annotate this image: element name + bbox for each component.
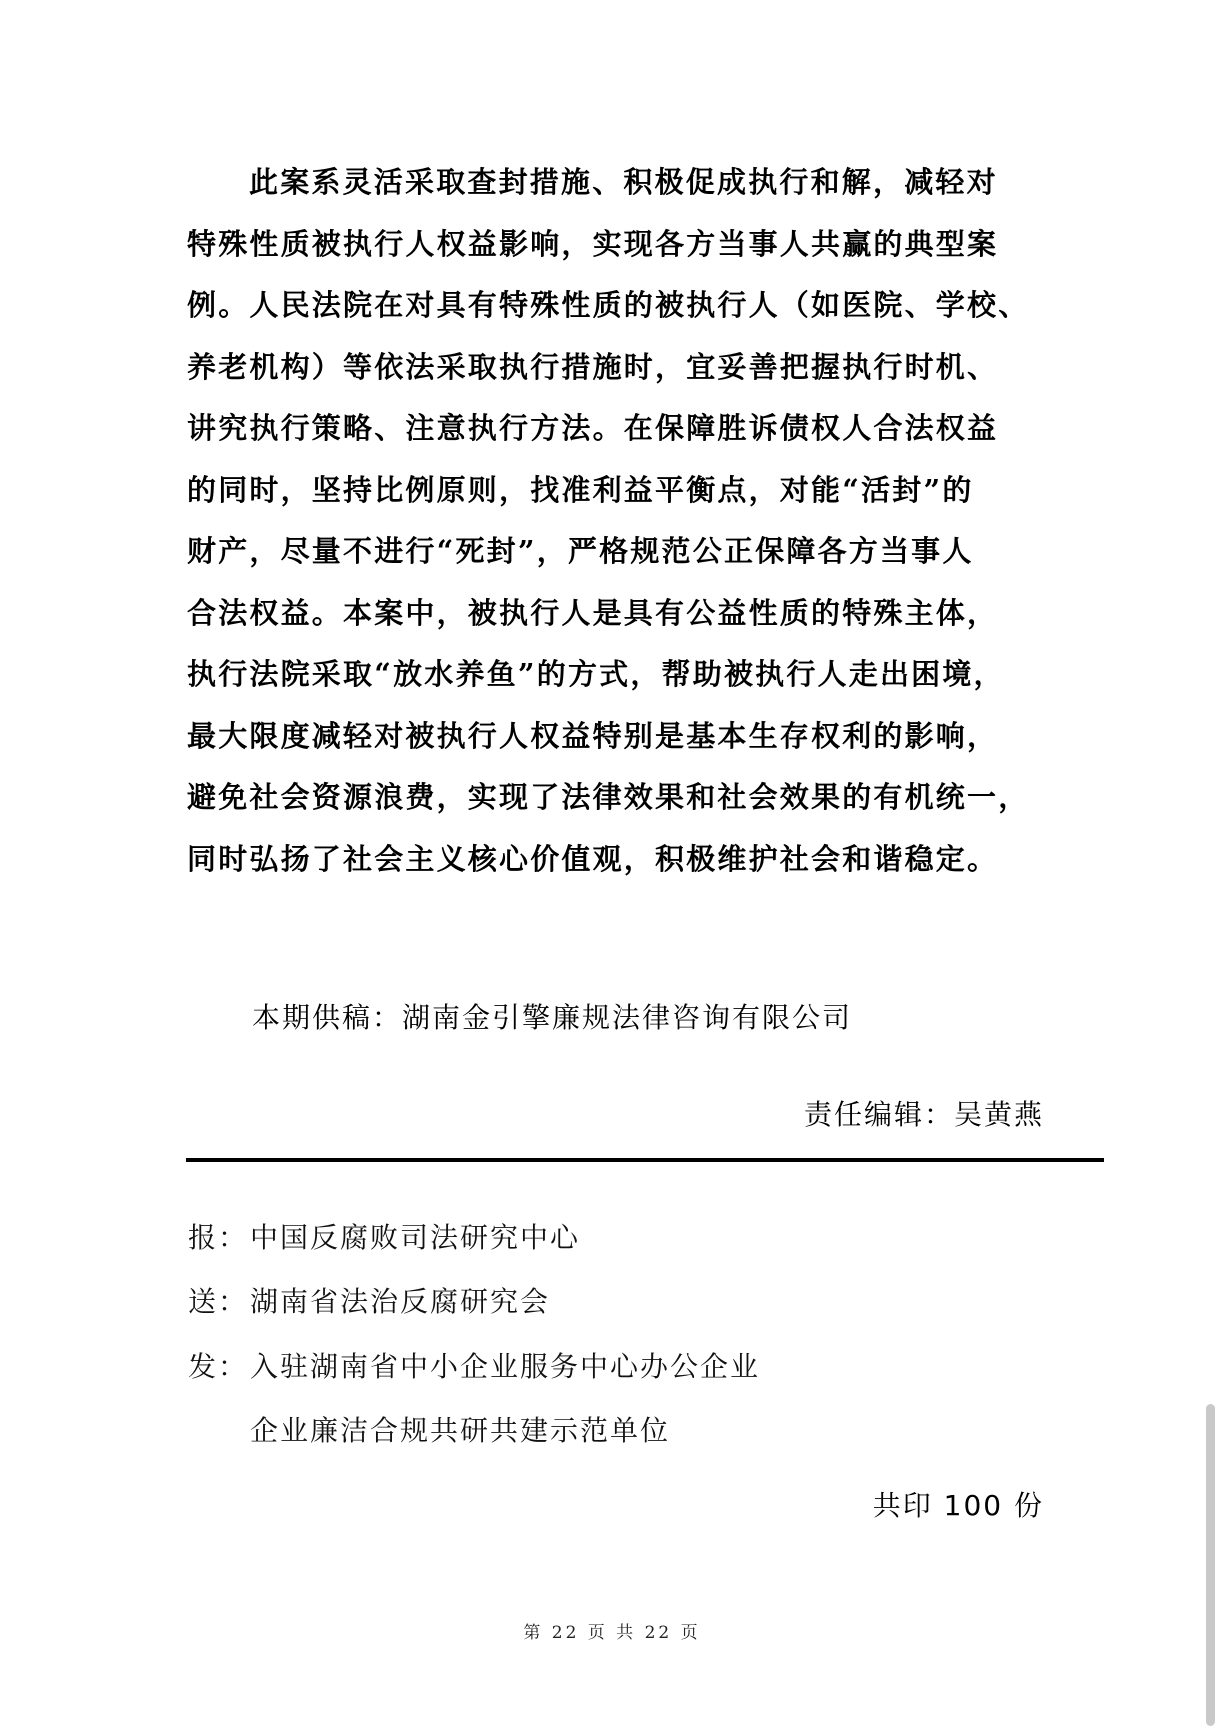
body-line: 财产，尽量不进行“死封”，严格规范公正保障各方当事人 <box>187 534 974 568</box>
scrollbar-thumb[interactable] <box>1206 1404 1215 1726</box>
issue-to-line-2 <box>188 1409 670 1449</box>
report-to-line <box>188 1216 580 1256</box>
report-to-value: 中国反腐败司法研究中心 <box>250 1221 581 1254</box>
body-line: 讲究执行策略、注意执行方法。在保障胜诉债权人合法权益 <box>187 411 999 445</box>
issue-to-value-2: 企业廉洁合规共研共建示范单位 <box>250 1414 671 1447</box>
body-line: 特殊性质被执行人权益影响，实现各方当事人共赢的典型案 <box>187 226 999 261</box>
body-line: 的同时，坚持比例原则，找准利益平衡点，对能“活封”的 <box>187 472 974 507</box>
send-to-value: 湖南省法治反腐研究会 <box>250 1285 551 1318</box>
responsible-editor: 责任编辑：吴黄燕 <box>803 1098 1044 1131</box>
issue-to-value-1: 入驻湖南省中小企业服务中心办公企业 <box>250 1350 761 1383</box>
body-line: 养老机构）等依法采取执行措施时，宜妥善把握执行时机、 <box>187 349 999 384</box>
vertical-scrollbar[interactable] <box>1204 1404 1218 1730</box>
page-number-footer: 第 22 页 共 22 页 <box>523 1623 701 1643</box>
body-line: 例。人民法院在对具有特殊性质的被执行人（如医院、学校、 <box>187 288 1030 322</box>
divider-rule <box>186 1158 1104 1162</box>
issue-to-line <box>188 1345 760 1385</box>
body-line: 最大限度减轻对被执行人权益特别是基本生存权利的影响， <box>187 718 999 753</box>
body-line: 同时弘扬了社会主义核心价值观，积极维护社会和谐稳定。 <box>187 841 999 876</box>
send-label: 送： <box>188 1285 249 1318</box>
body-line: 避免社会资源浪费，实现了法律效果和社会效果的有机统一， <box>187 780 1030 814</box>
copies-count: 共印 100 份 <box>872 1489 1044 1522</box>
send-to-line <box>188 1280 550 1320</box>
body-line: 执行法院采取“放水养鱼”的方式，帮助被执行人走出困境， <box>187 657 1005 691</box>
report-label: 报： <box>188 1221 249 1254</box>
body-paragraph <box>187 152 1047 890</box>
contributor-credit: 本期供稿：湖南金引擎廉规法律咨询有限公司 <box>252 1001 853 1034</box>
issue-label: 发： <box>188 1350 249 1383</box>
body-line: 此案系灵活采取查封措施、积极促成执行和解，减轻对 <box>249 165 998 199</box>
body-line: 合法权益。本案中，被执行人是具有公益性质的特殊主体， <box>187 595 999 630</box>
